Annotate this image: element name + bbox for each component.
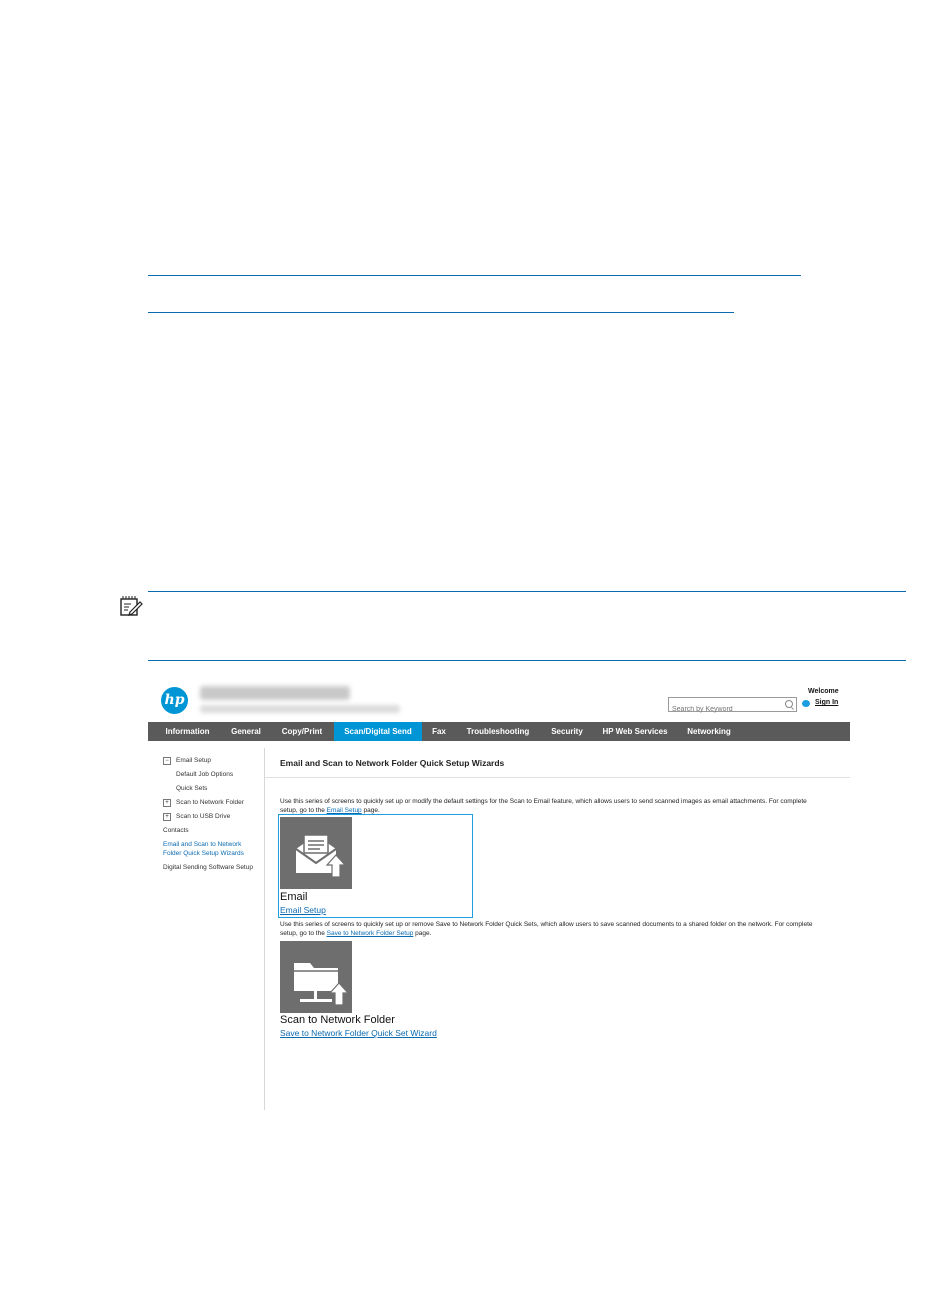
email-upload-icon — [280, 817, 352, 889]
email-desc-prefix: setup, go to the — [280, 807, 325, 814]
printer-address-blurred — [200, 705, 400, 713]
tab-fax[interactable]: Fax — [432, 727, 446, 736]
email-desc-suffix: page. — [363, 807, 380, 814]
sign-in-link[interactable]: Sign In — [815, 699, 839, 706]
printer-name-blurred — [200, 686, 350, 700]
note-top-rule — [148, 591, 906, 592]
ews-screenshot — [148, 680, 850, 1110]
sidebar — [148, 748, 265, 1110]
search-input[interactable] — [669, 704, 780, 715]
sidebar-item-contacts[interactable]: Contacts — [163, 827, 189, 834]
sidebar-item-quick-setup-wizards-line2[interactable]: Folder Quick Setup Wizards — [163, 850, 244, 857]
network-folder-tile-title: Scan to Network Folder — [280, 1014, 395, 1026]
network-folder-wizard-tile[interactable] — [280, 941, 352, 1013]
collapse-icon[interactable]: − — [163, 757, 171, 765]
network-folder-upload-icon — [280, 941, 352, 1013]
sidebar-item-digital-sending-software-setup[interactable]: Digital Sending Software Setup — [163, 864, 253, 871]
tab-scan-digital-send[interactable]: Scan/Digital Send — [334, 722, 422, 741]
tab-security[interactable]: Security — [551, 727, 583, 736]
email-setup-inline-link[interactable]: Email Setup — [326, 807, 362, 814]
top-nav-bar — [148, 722, 850, 741]
search-field[interactable] — [668, 697, 797, 712]
tab-general[interactable]: General — [231, 727, 261, 736]
sidebar-item-default-job-options[interactable]: Default Job Options — [176, 771, 234, 778]
sidebar-item-email-setup[interactable]: Email Setup — [176, 757, 212, 764]
tab-copy-print[interactable]: Copy/Print — [281, 727, 323, 736]
sidebar-item-quick-setup-wizards[interactable]: Email and Scan to Network — [163, 841, 242, 848]
folder-desc-prefix: setup, go to the — [280, 930, 325, 937]
search-icon[interactable] — [785, 700, 793, 708]
folder-desc-line1: Use this series of screens to quickly set up or remove Save to Network Folder Quick Sets, which allow users to save scanned documents to a shared folder on the network. For complete — [280, 921, 813, 928]
expand-icon[interactable]: + — [163, 813, 171, 821]
email-wizard-tile[interactable] — [280, 817, 352, 889]
email-setup-link[interactable]: Email Setup — [280, 905, 326, 915]
email-description — [280, 797, 835, 815]
note-bottom-rule — [148, 660, 906, 661]
expand-icon[interactable]: + — [163, 799, 171, 807]
network-folder-wizard-link[interactable]: Save to Network Folder Quick Set Wizard — [280, 1028, 437, 1038]
hp-logo: hp — [161, 687, 188, 714]
tab-information[interactable]: Information — [165, 727, 210, 736]
folder-desc-suffix: page. — [415, 930, 432, 937]
tab-hp-web-services[interactable]: HP Web Services — [602, 727, 668, 736]
sign-in-icon — [802, 700, 810, 707]
tab-troubleshooting[interactable]: Troubleshooting — [466, 727, 530, 736]
tab-networking[interactable]: Networking — [687, 727, 731, 736]
title-divider — [265, 777, 850, 778]
network-folder-setup-inline-link[interactable]: Save to Network Folder Setup — [326, 930, 414, 937]
document-link-rule-1[interactable] — [148, 275, 801, 276]
sidebar-item-scan-to-usb-drive[interactable]: Scan to USB Drive — [176, 813, 231, 820]
sidebar-item-scan-to-network-folder[interactable]: Scan to Network Folder — [176, 799, 244, 806]
welcome-label: Welcome — [808, 688, 839, 695]
document-link-rule-2[interactable] — [148, 312, 734, 313]
note-icon — [119, 595, 143, 617]
email-desc-line1: Use this series of screens to quickly set up or modify the default settings for the Scan to Email feature, which allows users to send scanned images as email attachments. For complete — [280, 798, 807, 805]
sidebar-item-quick-sets[interactable]: Quick Sets — [176, 785, 208, 792]
page-title: Email and Scan to Network Folder Quick Setup Wizards — [280, 758, 505, 768]
folder-description — [280, 920, 835, 938]
email-tile-title: Email — [280, 891, 308, 903]
